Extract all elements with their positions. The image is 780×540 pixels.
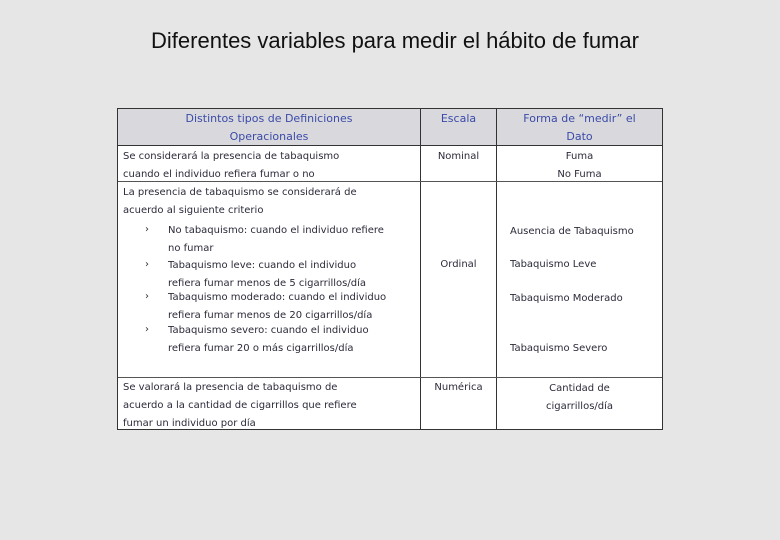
definition-line: fumar un individuo por día (123, 418, 256, 429)
criterion-tabaquismo-moderado (168, 289, 386, 325)
header-definitions (118, 110, 420, 146)
measure-moderado: Tabaquismo Moderado (510, 293, 623, 304)
measure-value: Fuma (565, 151, 594, 162)
operational-definitions-table (117, 108, 663, 430)
criterion-line: refiera fumar menos de 5 cigarrillos/día (168, 278, 366, 289)
criterion-line: No tabaquismo: cuando el individuo refiere (168, 225, 384, 236)
header-measure-line-2: Dato (566, 130, 593, 143)
definition-line: La presencia de tabaquismo se considerará de (123, 187, 357, 198)
table-row-3-scale: Numérica (434, 382, 483, 393)
table-row-1-measure (497, 148, 662, 184)
chevron-right-icon: › (145, 324, 149, 335)
measure-leve: Tabaquismo Leve (510, 259, 597, 270)
header-definitions-line-1: Distintos tipos de Definiciones (185, 112, 353, 125)
chevron-right-icon: › (145, 291, 149, 302)
measure-value: cigarrillos/día (545, 401, 614, 412)
definition-line: Se considerará la presencia de tabaquismo (123, 151, 340, 162)
table-row-1-scale: Nominal (437, 151, 480, 162)
header-scale: Escala (440, 112, 477, 125)
table-row-2-definition-intro (123, 184, 357, 220)
criterion-line: refiera fumar menos de 20 cigarrillos/día (168, 310, 373, 321)
measure-value: Cantidad de (549, 383, 610, 394)
table-row-1-definition (123, 148, 339, 184)
criterion-line: Tabaquismo severo: cuando el individuo (168, 325, 369, 336)
criterion-line: Tabaquismo moderado: cuando el individuo (168, 292, 387, 303)
table-row-2-scale: Ordinal (440, 259, 477, 270)
criterion-line: Tabaquismo leve: cuando el individuo (168, 260, 357, 271)
chevron-right-icon: › (145, 259, 149, 270)
criterion-no-tabaquismo (168, 222, 384, 258)
criterion-line: no fumar (168, 243, 214, 254)
row-divider (118, 377, 662, 378)
header-definitions-line-2: Operacionales (229, 130, 309, 143)
header-measure (497, 110, 662, 146)
page-title: Diferentes variables para medir el hábito de fumar (151, 28, 639, 53)
criterion-tabaquismo-severo (168, 322, 369, 358)
definition-line: acuerdo al siguiente criterio (123, 205, 264, 216)
definition-line: Se valorará la presencia de tabaquismo de (123, 382, 338, 393)
chevron-right-icon: › (145, 224, 149, 235)
definition-line: acuerdo a la cantidad de cigarrillos que refiere (123, 400, 357, 411)
criterion-tabaquismo-leve (168, 257, 366, 293)
table-row-3-definition (123, 379, 357, 433)
header-measure-line-1: Forma de “medir” el (523, 112, 636, 125)
measure-ausencia: Ausencia de Tabaquismo (510, 226, 634, 237)
table-row-3-measure (497, 380, 662, 416)
measure-severo: Tabaquismo Severo (510, 343, 608, 354)
measure-value: No Fuma (557, 169, 602, 180)
criterion-line: refiera fumar 20 o más cigarrillos/día (168, 343, 354, 354)
definition-line: cuando el individuo refiera fumar o no (123, 169, 315, 180)
